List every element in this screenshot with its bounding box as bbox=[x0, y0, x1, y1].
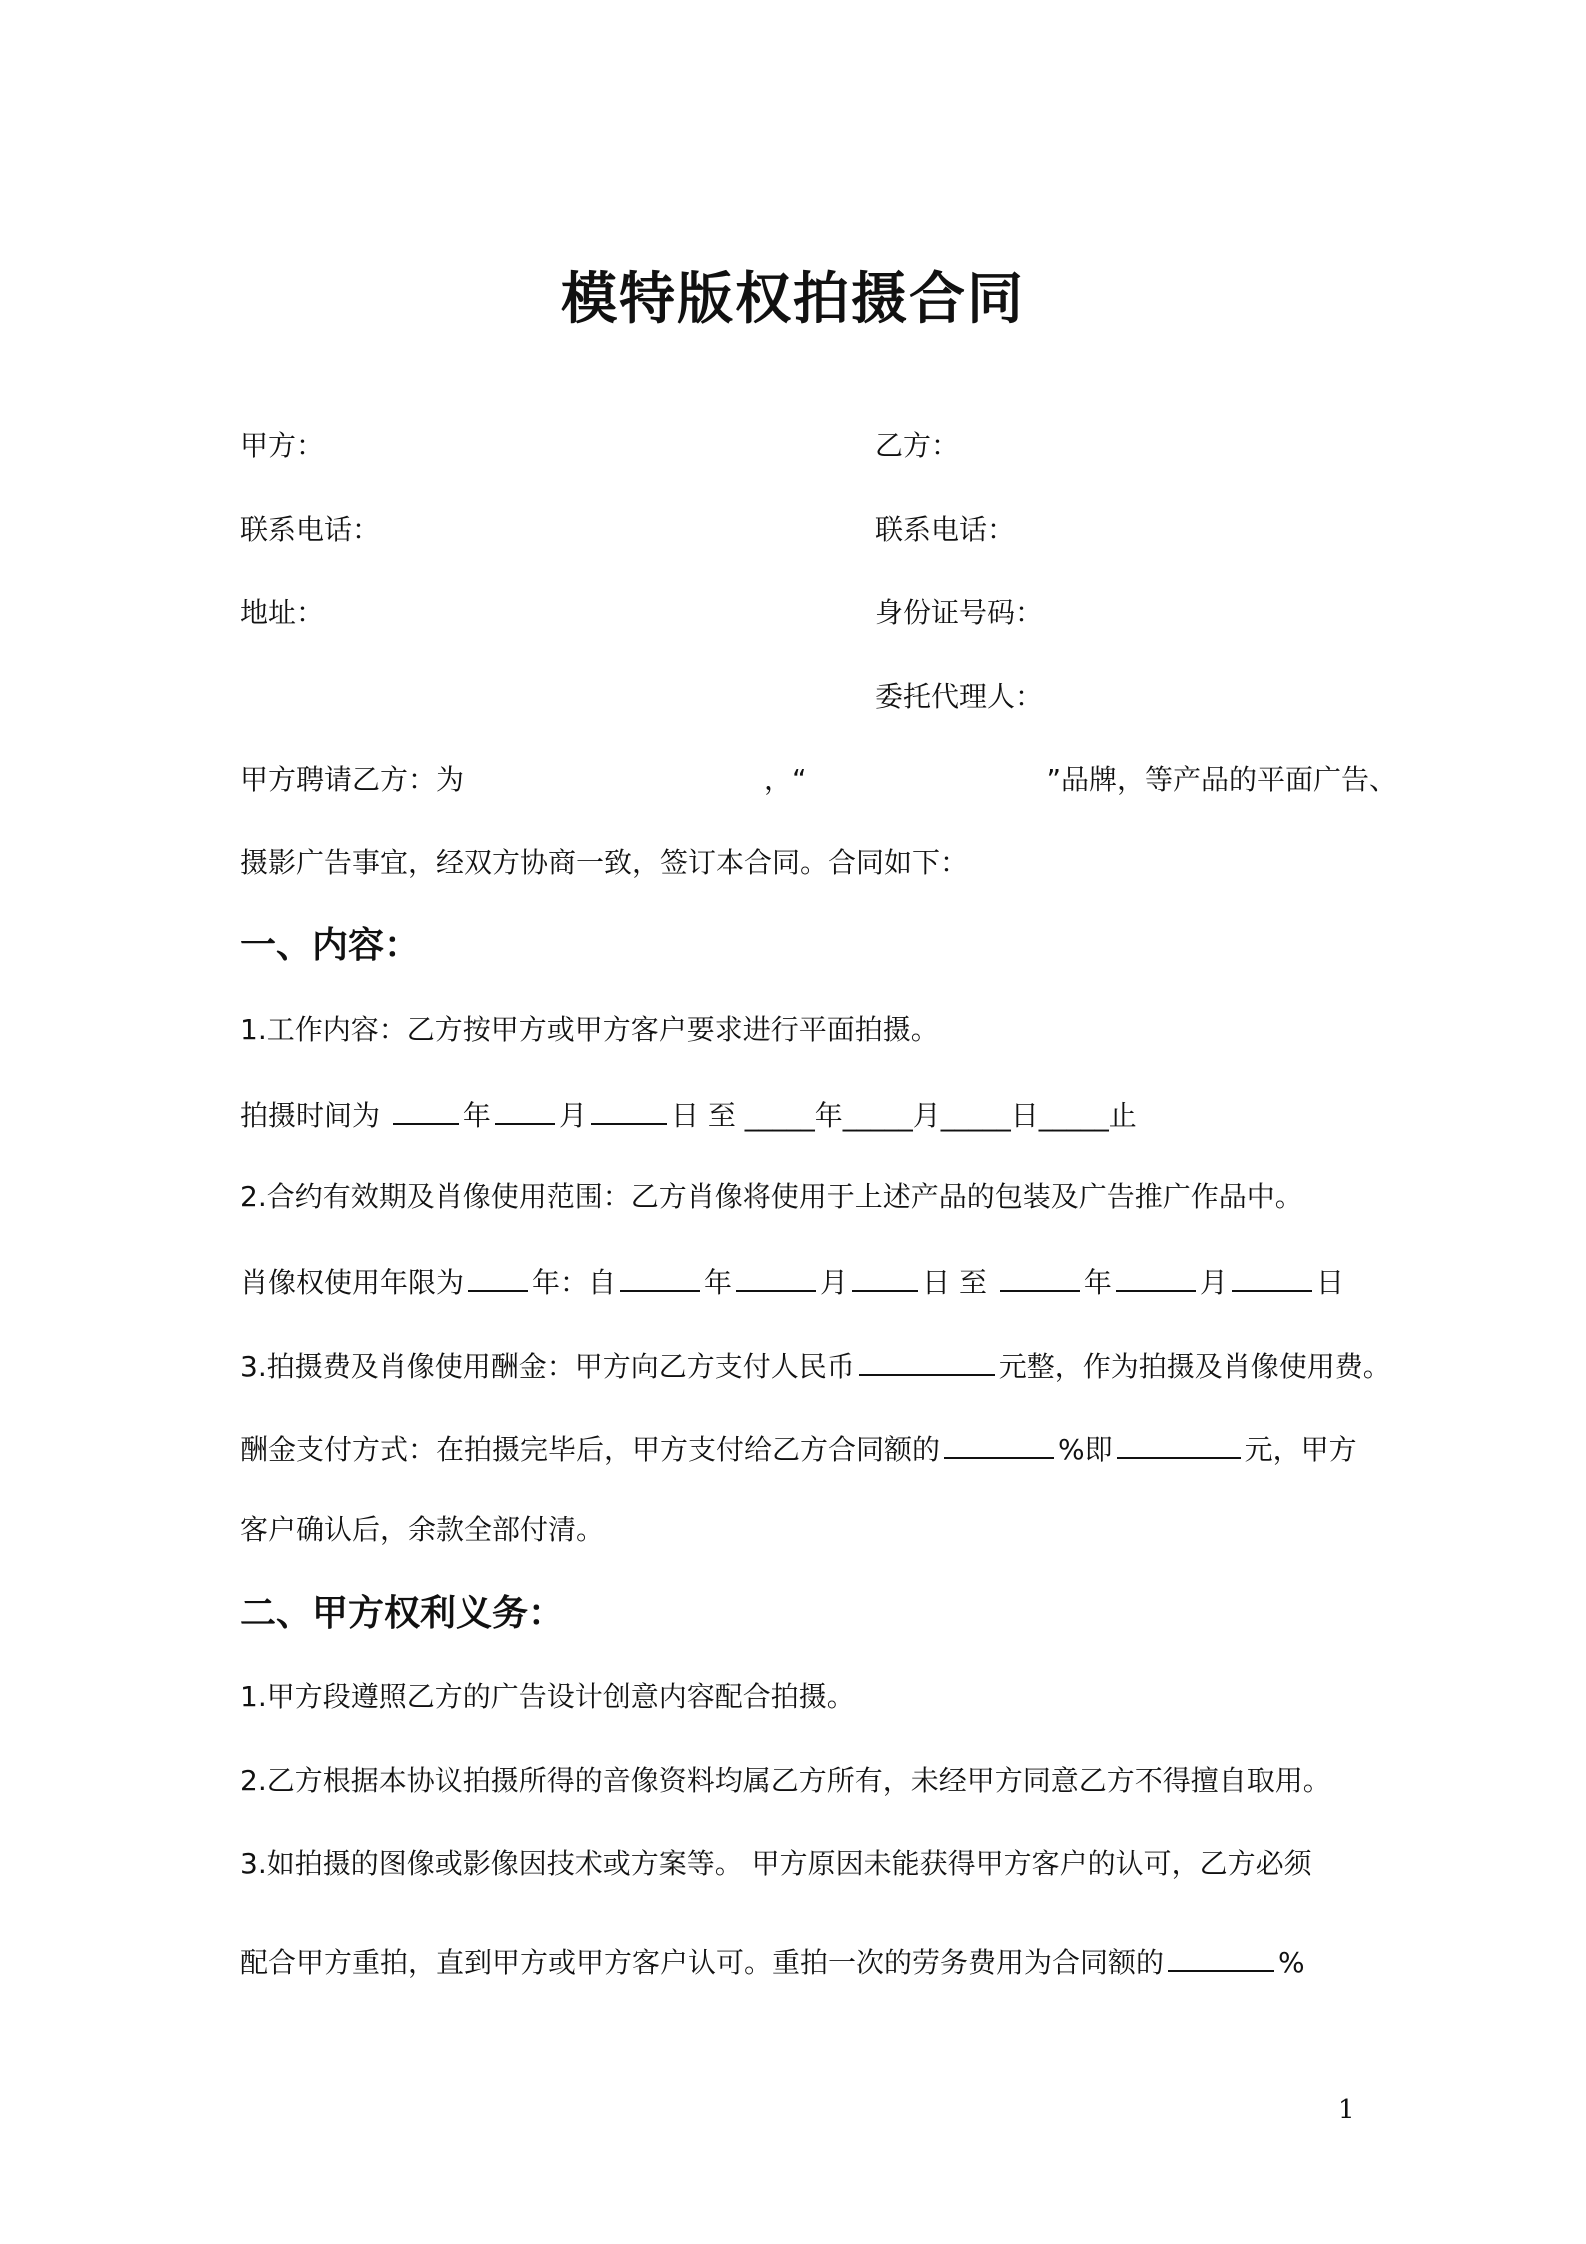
day-label: 日 bbox=[1315, 1266, 1344, 1299]
fee-text-b: 元整，作为拍摄及肖像使用费。 bbox=[998, 1350, 1391, 1383]
percent-sign: % bbox=[1278, 1946, 1305, 1979]
party-b-label: 乙方： bbox=[875, 429, 960, 462]
party-b-id-label: 身份证号码： bbox=[875, 596, 1044, 629]
shoot-time-line bbox=[240, 1099, 1137, 1130]
blank-field[interactable] bbox=[859, 1350, 995, 1376]
section-1-heading: 一、内容： bbox=[240, 925, 421, 966]
blank-field[interactable] bbox=[495, 1099, 555, 1125]
payment-line-2: 客户确认后，余款全部付清。 bbox=[240, 1513, 605, 1546]
payment-text-a: 酬金支付方式：在拍摄完毕后，甲方支付给乙方合同额的 bbox=[240, 1433, 941, 1466]
to-label: 至 bbox=[707, 1099, 736, 1132]
blank-field[interactable] bbox=[591, 1099, 667, 1125]
day-label: 日 bbox=[922, 1266, 951, 1299]
day-label: 日 bbox=[670, 1099, 699, 1132]
section-1-item-1: 1.工作内容：乙方按甲方或甲方客户要求进行平面拍摄。 bbox=[240, 1013, 939, 1046]
reshoot-text: 配合甲方重拍，直到甲方或甲方客户认可。重拍一次的劳务费用为合同额的 bbox=[240, 1946, 1165, 1979]
blank-field[interactable] bbox=[1117, 1433, 1241, 1459]
intro-text-b: ，“ bbox=[764, 763, 807, 796]
shoot-time-tail: _____年_____月_____日_____止 bbox=[744, 1099, 1137, 1132]
party-a-label: 甲方： bbox=[240, 429, 325, 462]
section-2-item-1: 1.甲方段遵照乙方的广告设计创意内容配合拍摄。 bbox=[240, 1680, 855, 1713]
shoot-time-label: 拍摄时间为 bbox=[240, 1099, 381, 1132]
blank-field[interactable] bbox=[852, 1266, 918, 1292]
years-from-label: 年：自 bbox=[532, 1266, 617, 1299]
blank-field[interactable] bbox=[736, 1266, 816, 1292]
blank-field[interactable] bbox=[1116, 1266, 1196, 1292]
intro-text-c: ”品牌，等产品的平面广告、 bbox=[1046, 763, 1398, 796]
blank-field[interactable] bbox=[620, 1266, 700, 1292]
month-label: 月 bbox=[1199, 1266, 1228, 1299]
blank-field[interactable] bbox=[1232, 1266, 1312, 1292]
month-label: 月 bbox=[558, 1099, 587, 1132]
portrait-term-label: 肖像权使用年限为 bbox=[240, 1266, 465, 1299]
intro-line-1 bbox=[240, 763, 1398, 796]
page-number: 1 bbox=[1338, 2095, 1355, 2125]
party-b-phone-label: 联系电话： bbox=[875, 513, 1016, 546]
section-2-item-2: 2.乙方根据本协议拍摄所得的音像资料均属乙方所有，未经甲方同意乙方不得擅自取用。 bbox=[240, 1764, 1331, 1797]
month-label: 月 bbox=[820, 1266, 849, 1299]
year-label: 年 bbox=[462, 1099, 491, 1132]
portrait-term-line bbox=[240, 1266, 1344, 1297]
section-2-heading: 二、甲方权利义务： bbox=[240, 1593, 565, 1634]
section-1-item-2: 2.合约有效期及肖像使用范围：乙方肖像将使用于上述产品的包装及广告推广作品中。 bbox=[240, 1180, 1303, 1213]
payment-text-c: 元，甲方 bbox=[1244, 1433, 1357, 1466]
party-a-address-label: 地址： bbox=[240, 596, 325, 629]
document-title: 模特版权拍摄合同 bbox=[561, 267, 1025, 332]
blank-field[interactable] bbox=[944, 1433, 1054, 1459]
to-label: 至 bbox=[958, 1266, 987, 1299]
section-2-item-3b bbox=[240, 1946, 1305, 1977]
blank-field[interactable] bbox=[1168, 1946, 1274, 1972]
payment-text-b: %即 bbox=[1058, 1433, 1113, 1466]
party-b-agent-label: 委托代理人： bbox=[875, 680, 1044, 713]
blank-field[interactable] bbox=[393, 1099, 459, 1125]
intro-text-a: 甲方聘请乙方：为 bbox=[240, 763, 465, 796]
section-1-item-3 bbox=[240, 1350, 1391, 1381]
section-2-item-3: 3.如拍摄的图像或影像因技术或方案等。 甲方原因未能获得甲方客户的认可，乙方必须 bbox=[240, 1847, 1312, 1880]
year-label: 年 bbox=[704, 1266, 733, 1299]
blank-field[interactable] bbox=[1000, 1266, 1080, 1292]
payment-line bbox=[240, 1433, 1357, 1464]
fee-text-a: 3.拍摄费及肖像使用酬金：甲方向乙方支付人民币 bbox=[240, 1350, 855, 1383]
blank-field[interactable] bbox=[468, 1266, 528, 1292]
intro-line-2: 摄影广告事宜，经双方协商一致，签订本合同。合同如下： bbox=[240, 846, 969, 879]
year-label: 年 bbox=[1083, 1266, 1112, 1299]
party-a-phone-label: 联系电话： bbox=[240, 513, 381, 546]
